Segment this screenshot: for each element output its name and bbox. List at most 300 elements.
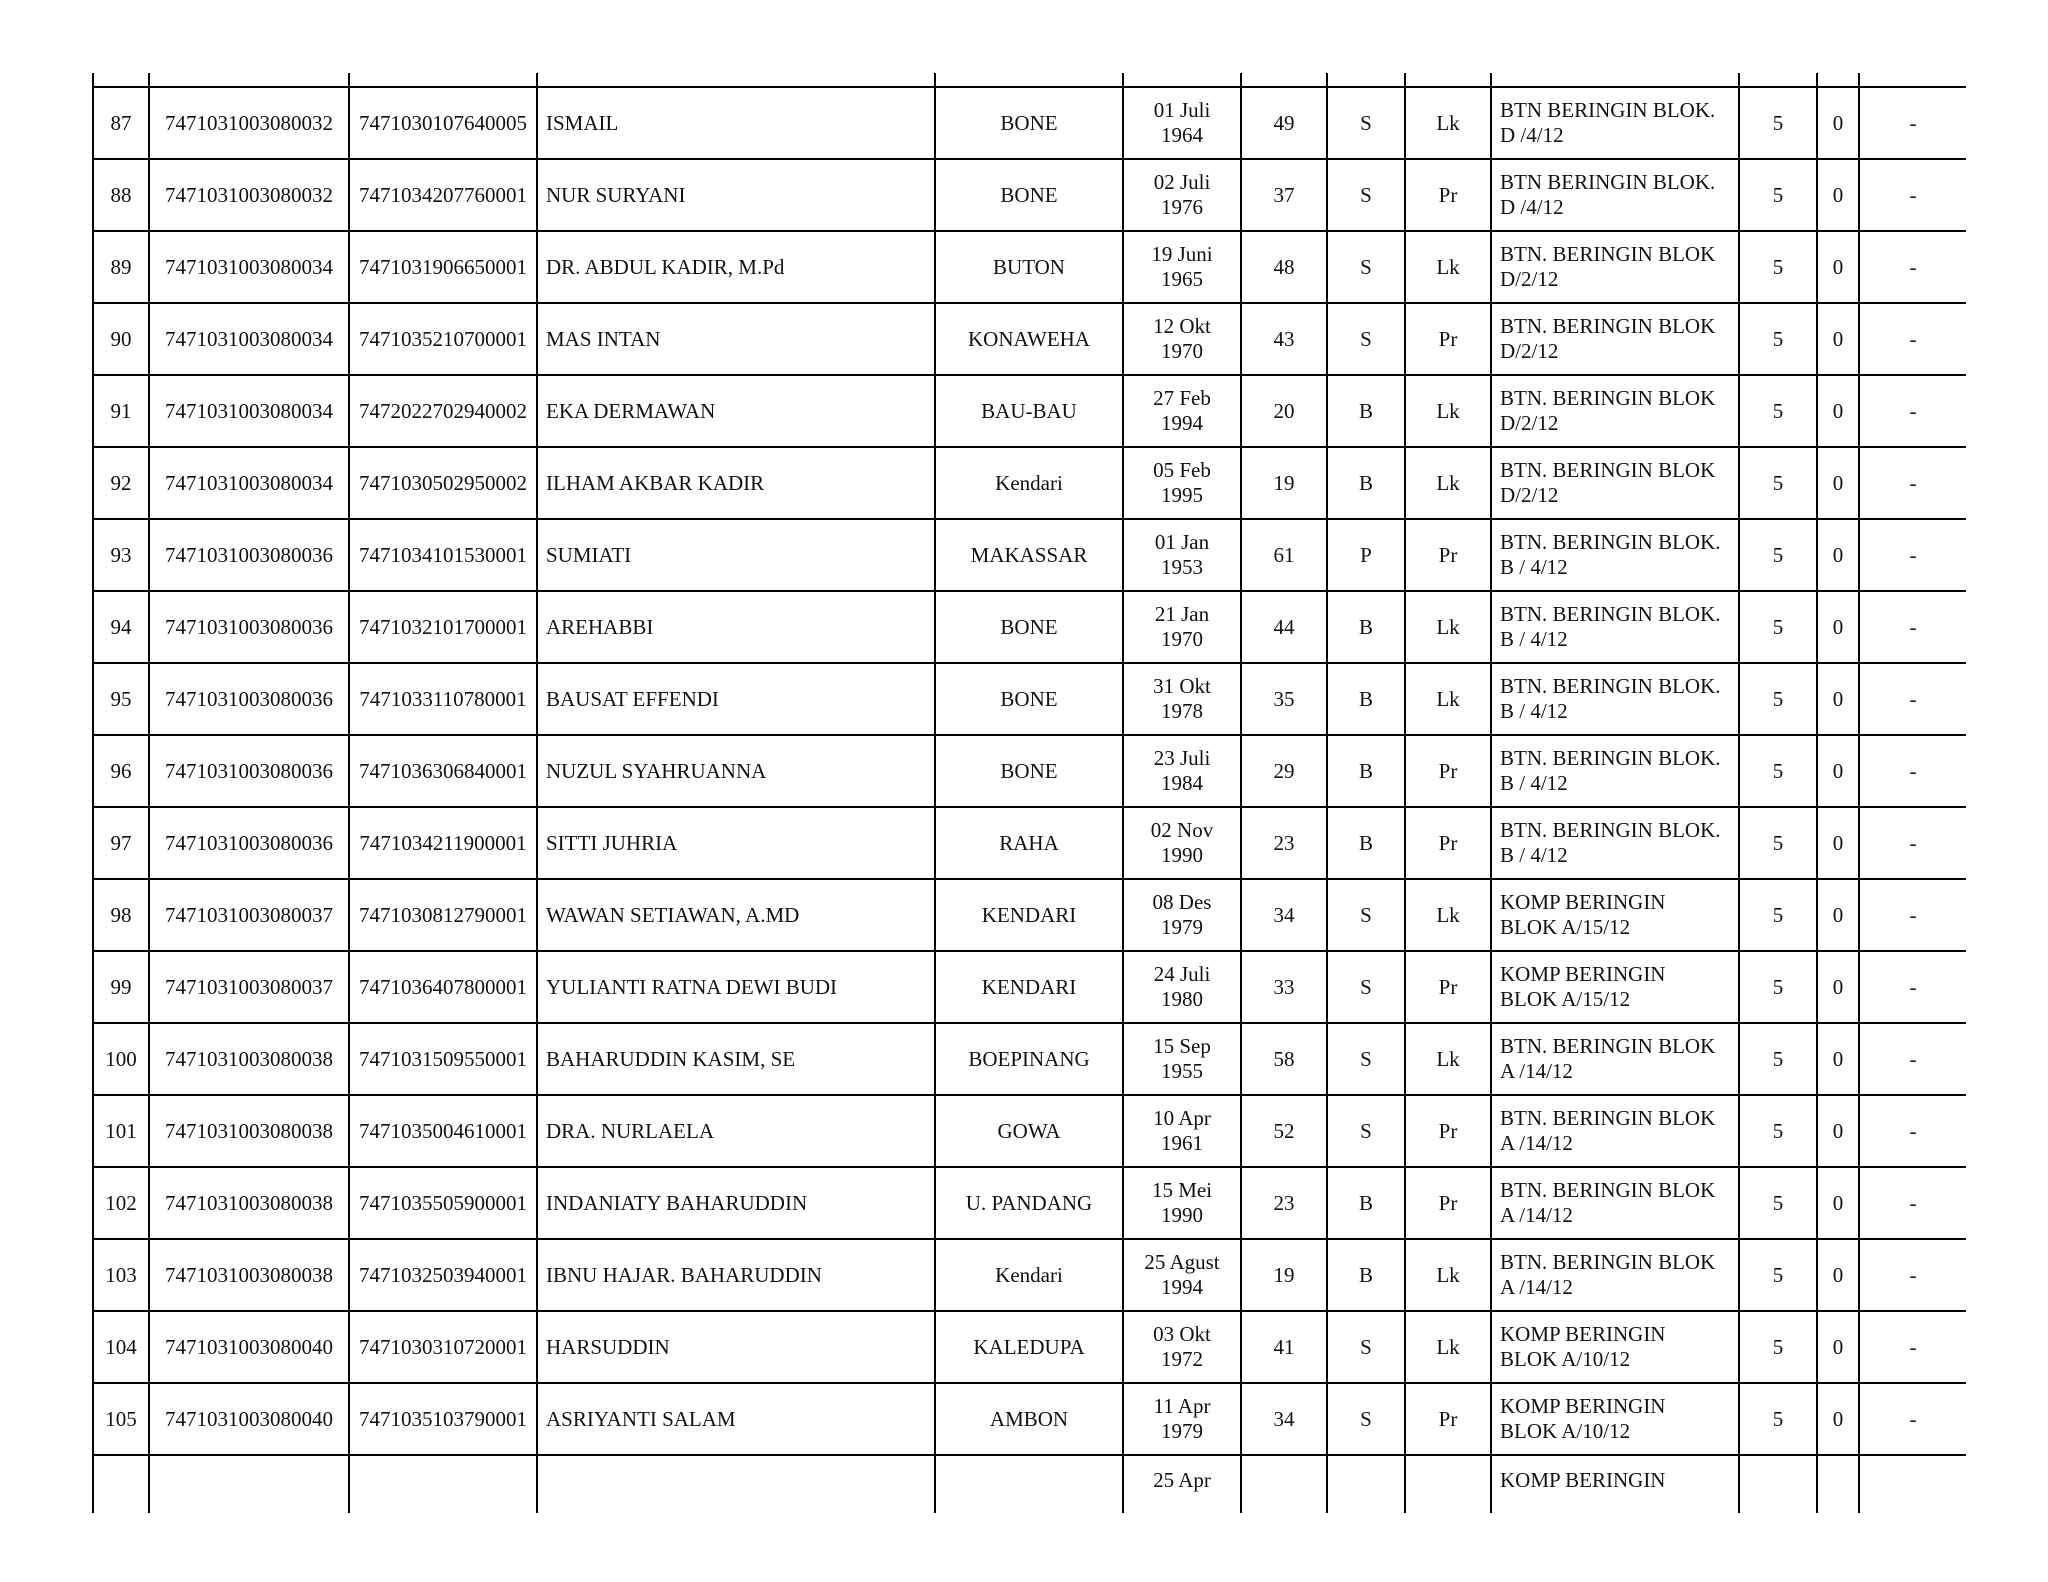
nik-number-cell: [349, 1095, 537, 1167]
value-col-12: 5: [1772, 686, 1784, 711]
table-row: [93, 375, 1966, 447]
birthplace-cell: [935, 1311, 1123, 1383]
nik-number-cell: [349, 1311, 537, 1383]
person-name: BAUSAT EFFENDI: [546, 686, 719, 711]
birthplace: BONE: [1000, 758, 1058, 783]
sex-cell: [1405, 591, 1491, 663]
row-number-cell: [93, 231, 149, 303]
birthplace: BAU-BAU: [981, 398, 1077, 423]
row-number: 87: [110, 110, 132, 135]
age-cell: [1241, 1167, 1327, 1239]
person-name: SITTI JUHRIA: [546, 830, 678, 855]
marital-status: S: [1360, 902, 1372, 927]
marital-status: S: [1360, 110, 1372, 135]
row-number: 91: [110, 398, 132, 423]
sex: Lk: [1436, 470, 1460, 495]
address-line1: BTN. BERINGIN BLOK: [1500, 458, 1716, 482]
family-card-number: 7471031003080034: [165, 398, 333, 423]
address-cell: [1491, 879, 1739, 951]
row-number-cell: [93, 303, 149, 375]
value-col-12-cell: [1739, 303, 1817, 375]
value-col-13-cell: [1817, 951, 1859, 1023]
nik-number: 7471035210700001: [359, 326, 527, 351]
value-col-12-cell: [1739, 159, 1817, 231]
value-col-12: 5: [1772, 614, 1784, 639]
nik-number: 7471031906650001: [359, 254, 527, 279]
person-name-cell: [537, 1167, 935, 1239]
value-col-12-cell: [1739, 375, 1817, 447]
sex: Lk: [1436, 1046, 1460, 1071]
sex: Pr: [1438, 182, 1458, 207]
value-col-12: 5: [1772, 398, 1784, 423]
sex-cell: [1405, 735, 1491, 807]
value-col-12: 5: [1772, 182, 1784, 207]
birthplace-cell: [935, 1023, 1123, 1095]
address-cell: [1491, 1239, 1739, 1311]
value-col-14-cell: [1859, 1023, 1966, 1095]
person-name: AREHABBI: [546, 614, 654, 639]
value-col-14: -: [1909, 974, 1917, 999]
value-col-14: -: [1909, 254, 1917, 279]
value-col-14: -: [1909, 398, 1917, 423]
address-line1: BTN BERINGIN BLOK.: [1500, 170, 1716, 194]
value-col-12: 5: [1772, 1190, 1784, 1215]
table-row: [93, 447, 1966, 519]
marital-status: B: [1358, 470, 1373, 495]
value-col-13: 0: [1832, 398, 1844, 423]
address-line1: BTN. BERINGIN BLOK.: [1500, 674, 1721, 698]
nik-number: 7471034101530001: [359, 542, 527, 567]
address-line1: BTN. BERINGIN BLOK: [1500, 1178, 1716, 1202]
family-card-number-cell: [149, 375, 349, 447]
marital-status: B: [1358, 758, 1373, 783]
sex: Pr: [1438, 1118, 1458, 1143]
address-line2: BLOK A/10/12: [1500, 1347, 1631, 1371]
sex-cell: [1405, 1239, 1491, 1311]
table-row: [93, 159, 1966, 231]
birthdate-line1: 05 Feb: [1153, 458, 1211, 482]
person-name-cell: [537, 1095, 935, 1167]
row-number-cell: [93, 807, 149, 879]
nik-number: 7471035103790001: [359, 1406, 527, 1431]
family-card-number-cell: [149, 879, 349, 951]
birthdate-line2: 1970: [1161, 339, 1203, 363]
address-line2: B / 4/12: [1500, 771, 1568, 795]
marital-status-cell: [1327, 663, 1405, 735]
address-cell: [1491, 1167, 1739, 1239]
value-col-13-cell: [1817, 231, 1859, 303]
person-name-cell: [537, 951, 935, 1023]
value-col-14: -: [1909, 830, 1917, 855]
value-col-12: 5: [1772, 326, 1784, 351]
row-number-cell: [93, 735, 149, 807]
address-line1: BTN BERINGIN BLOK.: [1500, 98, 1716, 122]
birthdate-line1: 12 Okt: [1153, 314, 1211, 338]
age-cell: [1241, 159, 1327, 231]
value-col-14-cell: [1859, 1167, 1966, 1239]
family-card-number: 7471031003080038: [165, 1262, 333, 1287]
address-line2: BLOK A/15/12: [1500, 915, 1631, 939]
marital-status-cell: [1327, 1383, 1405, 1455]
row-number: 94: [110, 614, 132, 639]
sex: Lk: [1436, 1262, 1460, 1287]
address-line1: KOMP BERINGIN: [1500, 1322, 1666, 1346]
sex-cell: [1405, 1023, 1491, 1095]
person-name-cell: [537, 735, 935, 807]
nik-number: 7471036407800001: [359, 974, 527, 999]
birthdate-line2: 1979: [1161, 1419, 1203, 1443]
value-col-13-cell: [1817, 591, 1859, 663]
birthdate-line2: 1970: [1161, 627, 1203, 651]
birthplace-cell: [935, 375, 1123, 447]
family-card-number-cell: [149, 303, 349, 375]
birthdate-line1: 19 Juni: [1151, 242, 1213, 266]
value-col-12-cell: [1739, 1023, 1817, 1095]
age: 48: [1273, 254, 1295, 279]
age: 20: [1273, 398, 1295, 423]
value-col-14: -: [1909, 1046, 1917, 1071]
birthplace: BUTON: [993, 254, 1065, 279]
birthplace: AMBON: [989, 1406, 1069, 1431]
value-col-12-cell: [1739, 231, 1817, 303]
value-col-12-cell: [1739, 1167, 1817, 1239]
person-name-cell: [537, 303, 935, 375]
value-col-14-cell: [1859, 591, 1966, 663]
person-name: BAHARUDDIN KASIM, SE: [546, 1046, 796, 1071]
value-col-12: 5: [1772, 542, 1784, 567]
value-col-12-cell: [1739, 807, 1817, 879]
row-number-cell: [93, 1095, 149, 1167]
marital-status-cell: [1327, 375, 1405, 447]
row-number: 99: [110, 974, 132, 999]
row-number-cell: [93, 591, 149, 663]
person-name-cell: [537, 1239, 935, 1311]
age-cell: [1241, 87, 1327, 159]
row-number: 97: [110, 830, 132, 855]
birthdate-cell: [1123, 447, 1241, 519]
birthdate-line1: 08 Des: [1152, 890, 1212, 914]
person-name-cell: [537, 1023, 935, 1095]
person-name-cell: [537, 1383, 935, 1455]
nik-number-cell: [349, 735, 537, 807]
row-number: 95: [110, 686, 132, 711]
value-col-13-cell: [1817, 1167, 1859, 1239]
family-card-number: 7471031003080040: [165, 1406, 333, 1431]
person-name-cell: [537, 807, 935, 879]
age: 23: [1273, 830, 1295, 855]
value-col-14-cell: [1859, 519, 1966, 591]
marital-status-cell: [1327, 87, 1405, 159]
value-col-14: -: [1909, 1334, 1917, 1359]
row-number-cell: [93, 447, 149, 519]
address-line1: BTN. BERINGIN BLOK: [1500, 242, 1716, 266]
person-name-cell: [537, 879, 935, 951]
birthplace-cell: [935, 1239, 1123, 1311]
birthplace-cell: [935, 735, 1123, 807]
birthplace-cell: [935, 303, 1123, 375]
address-cell: [1491, 735, 1739, 807]
value-col-12: 5: [1772, 254, 1784, 279]
family-card-number: 7471031003080036: [165, 686, 333, 711]
row-number: 90: [110, 326, 132, 351]
row-number: 105: [105, 1406, 137, 1431]
family-card-number-cell: [149, 159, 349, 231]
birthplace: KONAWEHA: [968, 326, 1090, 351]
birthdate-line1: 27 Feb: [1153, 386, 1211, 410]
address-cell: [1491, 87, 1739, 159]
age: 43: [1273, 326, 1295, 351]
person-name-cell: [537, 159, 935, 231]
birthdate-line1: 15 Mei: [1151, 1178, 1213, 1202]
address-line2: A /14/12: [1500, 1275, 1573, 1299]
sex-cell: [1405, 951, 1491, 1023]
birthplace-cell: [935, 87, 1123, 159]
value-col-12: 5: [1772, 110, 1784, 135]
birthdate-line2: 1953: [1161, 555, 1203, 579]
row-number: 103: [105, 1262, 137, 1287]
value-col-14: -: [1909, 110, 1917, 135]
birthplace: BONE: [1000, 614, 1058, 639]
table-body: [93, 73, 1966, 1513]
address-line2: A /14/12: [1500, 1203, 1573, 1227]
table-row: [93, 1023, 1966, 1095]
marital-status: B: [1358, 614, 1373, 639]
birthdate-line2: 1994: [1161, 411, 1203, 435]
birthdate-cell: [1123, 591, 1241, 663]
family-card-number-cell: [149, 519, 349, 591]
cut-off-previous-row: [93, 73, 1966, 87]
sex: Lk: [1436, 614, 1460, 639]
birthplace-cell: [935, 1167, 1123, 1239]
age: 19: [1273, 1262, 1295, 1287]
row-number-cell: [93, 1023, 149, 1095]
marital-status-cell: [1327, 1023, 1405, 1095]
value-col-12-cell: [1739, 1095, 1817, 1167]
address-cell: [1491, 519, 1739, 591]
person-name: SUMIATI: [546, 542, 632, 567]
table-row: [93, 1383, 1966, 1455]
address-cell: [1491, 1095, 1739, 1167]
age-cell: [1241, 735, 1327, 807]
address-line1: KOMP BERINGIN: [1500, 962, 1666, 986]
address-cell: [1491, 303, 1739, 375]
value-col-14-cell: [1859, 879, 1966, 951]
person-name-cell: [537, 663, 935, 735]
value-col-14: -: [1909, 326, 1917, 351]
marital-status-cell: [1327, 591, 1405, 663]
nik-number-cell: [349, 1239, 537, 1311]
value-col-14-cell: [1859, 303, 1966, 375]
birthdate-line2: 1995: [1161, 483, 1203, 507]
value-col-14-cell: [1859, 951, 1966, 1023]
nik-number-cell: [349, 447, 537, 519]
birthdate-cell: [1123, 1239, 1241, 1311]
value-col-13: 0: [1832, 830, 1844, 855]
person-name-cell: [537, 519, 935, 591]
value-col-14-cell: [1859, 159, 1966, 231]
value-col-12: 5: [1772, 1406, 1784, 1431]
row-number: 89: [110, 254, 132, 279]
birthdate-line1: 01 Jan: [1154, 530, 1210, 554]
birthdate-cell: [1123, 879, 1241, 951]
sex-cell: [1405, 1095, 1491, 1167]
person-name: WAWAN SETIAWAN, A.MD: [546, 902, 800, 927]
nik-number: 7471030812790001: [359, 902, 527, 927]
age: 52: [1273, 1118, 1295, 1143]
birthdate-cell: [1123, 1023, 1241, 1095]
birthdate-line1: 31 Okt: [1153, 674, 1211, 698]
row-number: 100: [105, 1046, 137, 1071]
table-row: [93, 231, 1966, 303]
value-col-13-cell: [1817, 303, 1859, 375]
value-col-14: -: [1909, 1190, 1917, 1215]
age-cell: [1241, 1023, 1327, 1095]
nik-number: 7471030310720001: [359, 1334, 527, 1359]
marital-status: P: [1360, 542, 1372, 567]
row-number-cell: [93, 1167, 149, 1239]
birthdate-cell: [1123, 159, 1241, 231]
address-line2: D/2/12: [1500, 483, 1559, 507]
row-number-cell: [93, 159, 149, 231]
value-col-13-cell: [1817, 447, 1859, 519]
nik-number-cell: [349, 951, 537, 1023]
person-name: INDANIATY BAHARUDDIN: [546, 1190, 808, 1215]
person-name-cell: [537, 1311, 935, 1383]
sex: Lk: [1436, 686, 1460, 711]
value-col-13-cell: [1817, 519, 1859, 591]
birthplace-cell: [935, 807, 1123, 879]
birthplace-cell: [935, 663, 1123, 735]
table-row: [93, 1311, 1966, 1383]
value-col-12-cell: [1739, 519, 1817, 591]
family-card-number-cell: [149, 1311, 349, 1383]
table-row: [93, 951, 1966, 1023]
birthplace-cell: [935, 879, 1123, 951]
birthdate-line2: 1965: [1161, 267, 1203, 291]
address-line1: KOMP BERINGIN: [1500, 1394, 1666, 1418]
nik-number-cell: [349, 663, 537, 735]
nik-number: 7471034211900001: [359, 830, 527, 855]
birthdate-cell: [1123, 519, 1241, 591]
value-col-12: 5: [1772, 1334, 1784, 1359]
value-col-14-cell: [1859, 447, 1966, 519]
address-cell: [1491, 231, 1739, 303]
age: 44: [1273, 614, 1295, 639]
birthplace: BOEPINANG: [968, 1046, 1090, 1071]
address-line2: D/2/12: [1500, 411, 1559, 435]
birthdate-line2: 1961: [1161, 1131, 1203, 1155]
birthdate-cell: [1123, 735, 1241, 807]
family-card-number: 7471031003080036: [165, 758, 333, 783]
value-col-14: -: [1909, 758, 1917, 783]
birthdate-line2: 1979: [1161, 915, 1203, 939]
birthdate-line1: 10 Apr: [1153, 1106, 1211, 1130]
value-col-13: 0: [1832, 614, 1844, 639]
value-col-12-cell: [1739, 1311, 1817, 1383]
address-cell: [1491, 159, 1739, 231]
birthplace: BONE: [1000, 686, 1058, 711]
row-number: 92: [110, 470, 132, 495]
birthdate-line2: 1976: [1161, 195, 1203, 219]
nik-number: 7471032101700001: [359, 614, 527, 639]
marital-status: S: [1360, 182, 1372, 207]
age-cell: [1241, 519, 1327, 591]
family-card-number: 7471031003080038: [165, 1118, 333, 1143]
nik-number-cell: [349, 1167, 537, 1239]
row-number-cell: [93, 375, 149, 447]
marital-status: S: [1360, 974, 1372, 999]
table-row: [93, 303, 1966, 375]
family-card-number-cell: [149, 1023, 349, 1095]
birthdate-line2: 1990: [1161, 843, 1203, 867]
marital-status: S: [1360, 1406, 1372, 1431]
family-card-number: 7471031003080037: [165, 902, 333, 927]
value-col-14-cell: [1859, 231, 1966, 303]
cut-off-next-row: [93, 1455, 1966, 1513]
age-cell: [1241, 879, 1327, 951]
family-card-number-cell: [149, 447, 349, 519]
age: 37: [1273, 182, 1295, 207]
family-card-number: 7471031003080036: [165, 542, 333, 567]
nik-number-cell: [349, 231, 537, 303]
value-col-14-cell: [1859, 87, 1966, 159]
family-card-number-cell: [149, 951, 349, 1023]
birthdate-line2: 1990: [1161, 1203, 1203, 1227]
marital-status-cell: [1327, 1095, 1405, 1167]
address-line2: A /14/12: [1500, 1059, 1573, 1083]
value-col-12-cell: [1739, 735, 1817, 807]
address-cell: [1491, 1455, 1739, 1513]
value-col-13-cell: [1817, 1383, 1859, 1455]
age-cell: [1241, 1383, 1327, 1455]
row-number: 102: [105, 1190, 137, 1215]
birthdate-line1: 25 Agust: [1144, 1250, 1220, 1274]
address-line1: KOMP BERINGIN: [1500, 1468, 1666, 1492]
row-number-cell: [93, 879, 149, 951]
nik-number-cell: [349, 1383, 537, 1455]
value-col-14: -: [1909, 686, 1917, 711]
value-col-14: -: [1909, 1262, 1917, 1287]
nik-number-cell: [349, 87, 537, 159]
address-line2: BLOK A/10/12: [1500, 1419, 1631, 1443]
person-name-cell: [537, 447, 935, 519]
value-col-13: 0: [1832, 1334, 1844, 1359]
row-number: 96: [110, 758, 132, 783]
birthplace-cell: [935, 591, 1123, 663]
value-col-13: 0: [1832, 110, 1844, 135]
age-cell: [1241, 231, 1327, 303]
family-card-number-cell: [149, 1167, 349, 1239]
person-name-cell: [537, 591, 935, 663]
address-line1: BTN. BERINGIN BLOK: [1500, 1106, 1716, 1130]
birthplace-cell: [935, 231, 1123, 303]
person-name: YULIANTI RATNA DEWI BUDI: [546, 974, 838, 999]
nik-number: 7471031509550001: [359, 1046, 527, 1071]
value-col-13-cell: [1817, 1311, 1859, 1383]
value-col-12: 5: [1772, 1046, 1784, 1071]
birthdate-line2: 1994: [1161, 1275, 1203, 1299]
value-col-14-cell: [1859, 663, 1966, 735]
value-col-12-cell: [1739, 1239, 1817, 1311]
value-col-12-cell: [1739, 951, 1817, 1023]
sex: Pr: [1438, 542, 1458, 567]
resident-table-page: [92, 73, 1966, 1513]
value-col-13: 0: [1832, 542, 1844, 567]
table-row: [93, 591, 1966, 663]
birthplace: RAHA: [999, 830, 1059, 855]
resident-table: [92, 73, 1966, 1513]
nik-number-cell: [349, 591, 537, 663]
